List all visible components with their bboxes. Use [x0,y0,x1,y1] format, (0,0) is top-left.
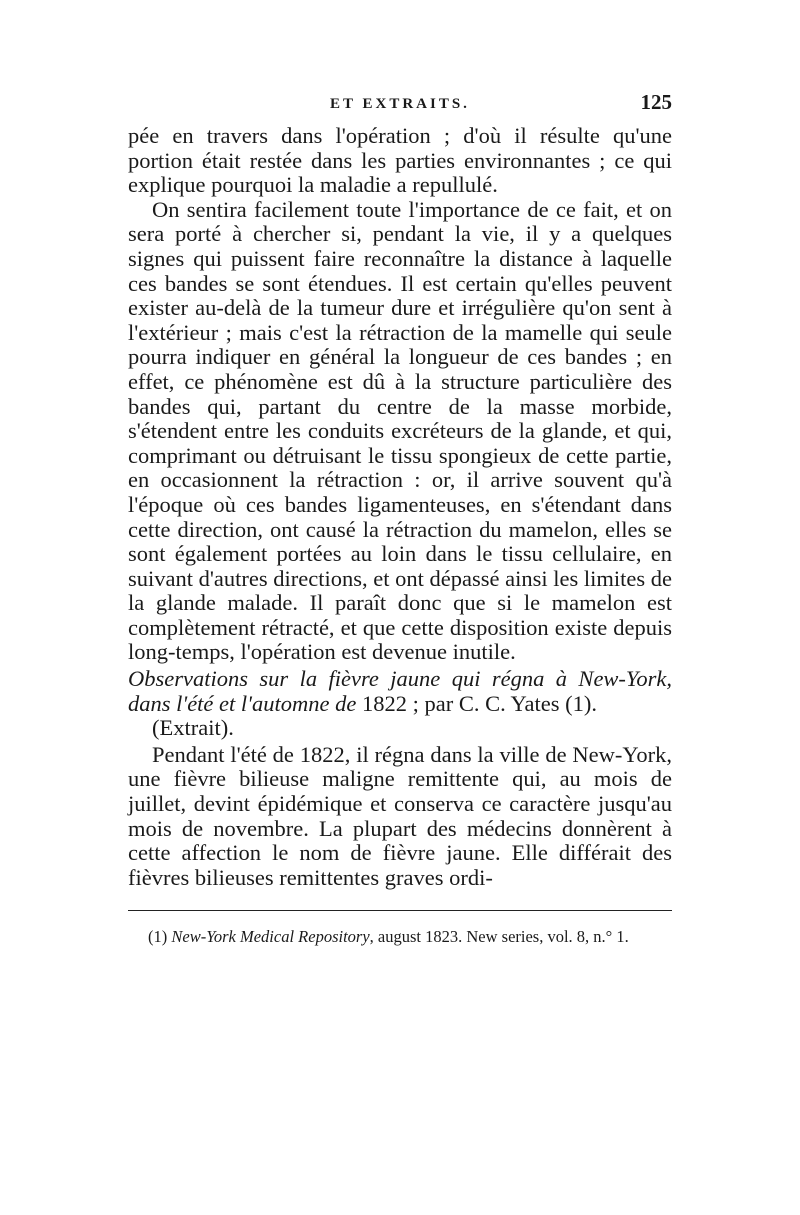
paragraph: On sentira facilement toute l'importance de ce fait, et on sera porté à chercher si, pendant la vie, il y a quelques signes qui puissent faire reconnaître la distance à laquelle ces bandes se sont étendues. Il est certain qu'elles peuvent exister au-delà de la tumeur dure et irrégulière qu'on sent à l'extérieur ; mais c'est la rétraction de la mamelle qui seule pourra indiquer en général la longueur de ces bandes ; en effet, ce phénomène est dû à la structure particulière des bandes qui, partant du centre de la masse morbide, s'étendent entre les conduits excréteurs de la glande, et qui, comprimant ou détruisant le tissu spongieux de cette partie, en occasionnent la rétraction : or, il arrive souvent qu'à l'époque où ces bandes ligamenteuses, en s'étendant dans cette direction, ont causé la rétraction du mamelon, elles se sont également portées au loin dans le tissu cellulaire, en suivant d'autres directions, et ont dépassé ainsi les limites de la glande malade. Il paraît donc que si le mamelon est complètement rétracté, et que cette disposition existe depuis long-temps, l'opération est devenue inutile. [128,196,672,665]
page-header [128,92,672,118]
article-subtitle: (Extrait). [152,715,234,741]
paragraph-continuation: pée en travers dans l'opération ; d'où il résulte qu'une portion était restée dans les parties environnantes ; ce qui explique pourquoi la maladie a repullulé. [128,123,672,198]
footnote-journal-title: New-York Medical Repository [171,927,370,947]
footnote-details: , august 1823. New series, vol. 8, n.° 1. [369,927,629,947]
page-number: 125 [640,90,672,114]
article-year: 1822 ; [361,690,419,716]
footnote-rule [128,910,672,911]
article-heading [128,667,672,716]
footnote-marker: (1) [148,927,168,947]
footnote [128,927,672,946]
running-title: ET EXTRAITS. [330,96,470,112]
body-text [128,124,672,890]
book-page [128,92,672,963]
paragraph: Pendant l'été de 1822, il régna dans la ville de New-York, une fièvre bilieuse maligne remittente qui, au mois de juillet, devint épidémique et conserva ce caractère jusqu'au mois de novembre. La plupart des médecins donnèrent à cette affection le nom de fièvre jaune. Elle différait des fièvres bilieuses remittentes graves ordi- [128,741,672,890]
article-author: par C. C. Yates (1). [424,690,597,716]
article-title: Observations sur la fièvre jaune qui régna à New-York, dans l'été et l'automne de [128,666,672,716]
